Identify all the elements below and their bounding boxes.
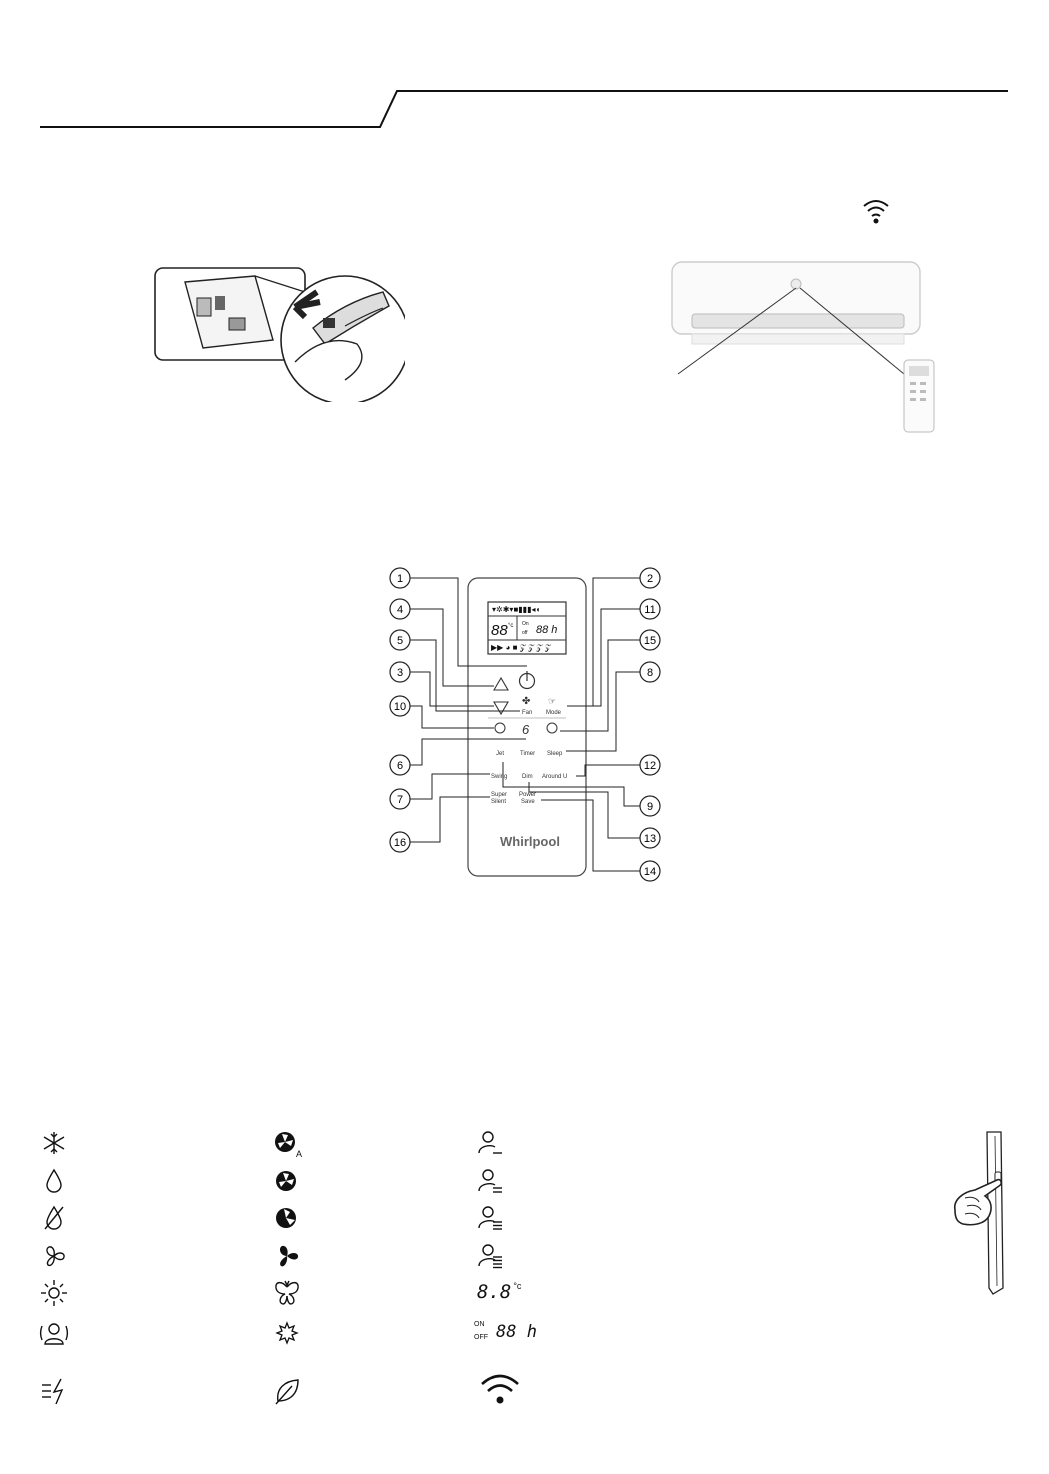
wifi-icon <box>860 196 892 224</box>
sleep-button-label[interactable]: Sleep <box>547 751 563 757</box>
jet-button-label[interactable]: Jet <box>496 751 505 757</box>
lcd-on: On <box>522 621 529 627</box>
callout-2: 2 <box>646 573 654 585</box>
temp-display-unit: °c <box>513 1281 522 1291</box>
timer-off-label: OFF <box>474 1334 488 1341</box>
callouts-left <box>390 568 410 852</box>
temp-display-icon <box>477 1281 537 1307</box>
dim-button-label[interactable]: Dim <box>522 774 533 780</box>
callout-8: 8 <box>646 667 654 679</box>
timer-display-icon <box>474 1320 564 1352</box>
callout-16: 16 <box>393 837 407 849</box>
around-u-button-label[interactable]: Around U <box>542 774 568 780</box>
svg-text:▶▶ ◕ ■ 𝒵 𝒵 𝒵 𝒵: ▶▶ ◕ ■ 𝒵 𝒵 𝒵 𝒵 <box>491 643 551 652</box>
drop-icon <box>37 1164 71 1198</box>
fan-button-label[interactable]: Fan <box>522 710 533 716</box>
person-low-icon <box>474 1126 508 1160</box>
section-header-rule <box>0 0 1049 140</box>
callout-12: 12 <box>643 760 657 772</box>
timer-button-label[interactable]: Timer <box>520 751 536 757</box>
jet-icon <box>37 1374 71 1408</box>
super-silent-label-1[interactable]: Super <box>491 792 508 798</box>
fan-mid-icon <box>270 1201 304 1235</box>
callout-15: 15 <box>643 635 657 647</box>
callout-10: 10 <box>393 701 407 713</box>
sun-icon <box>37 1276 71 1310</box>
butterfly-icon <box>270 1276 304 1310</box>
callout-6: 6 <box>396 760 404 772</box>
callout-13: 13 <box>643 833 657 845</box>
callout-9: 9 <box>646 801 654 813</box>
person-mid-icon <box>474 1164 508 1198</box>
person-high-icon <box>474 1201 508 1235</box>
remote-diagram <box>380 566 670 886</box>
lcd-off: off <box>522 630 528 636</box>
callout-4: 4 <box>396 604 404 616</box>
callout-7: 7 <box>396 794 404 806</box>
snowflake-icon <box>37 1126 71 1160</box>
callouts-right <box>640 568 660 881</box>
power-save-label-2[interactable]: Save <box>521 799 535 805</box>
leaf-icon <box>270 1374 304 1408</box>
mode-button-label[interactable]: Mode <box>546 710 562 716</box>
lcd-unit: °c <box>508 623 514 629</box>
callout-11: 11 <box>644 604 656 616</box>
lcd-temp: 88 <box>491 622 508 639</box>
brand-logo: Whirlpool <box>500 834 560 849</box>
fan-auto-icon <box>270 1126 304 1160</box>
jet-button-icon: 6 <box>522 722 530 737</box>
fan-icon <box>37 1239 71 1273</box>
indoor-unit-illustration <box>670 258 940 438</box>
fan-high-icon <box>270 1239 304 1273</box>
callout-1: 1 <box>396 573 404 585</box>
around-u-icon <box>37 1316 71 1350</box>
svg-text:▾✲✱▾■▮▮▮◂◖: ▾✲✱▾■▮▮▮◂◖ <box>492 605 541 614</box>
no-drop-icon <box>37 1201 71 1235</box>
callout-14: 14 <box>643 866 657 878</box>
side-button-press-illustration <box>945 1128 1015 1300</box>
super-silent-label-2[interactable]: Silent <box>491 799 507 805</box>
swing-button-label[interactable]: Swing <box>491 774 508 780</box>
svg-text:A: A <box>296 1149 303 1159</box>
fan-icon: ✤ <box>522 696 531 707</box>
lcd-display <box>488 602 566 654</box>
person-max-icon <box>474 1239 508 1273</box>
power-save-label-1[interactable]: Power <box>519 792 537 798</box>
battery-cover-illustration <box>145 262 405 402</box>
lcd-timer: 88 h <box>536 624 558 636</box>
wifi-signal-icon <box>478 1370 522 1406</box>
callout-5: 5 <box>396 635 404 647</box>
mode-icon: ☞ <box>548 696 557 706</box>
temp-display-value: 8.8 <box>477 1281 512 1303</box>
callout-3: 3 <box>396 667 404 679</box>
fan-low-icon <box>270 1164 304 1198</box>
timer-on-label: ON <box>474 1321 485 1328</box>
mold-icon <box>270 1316 304 1350</box>
timer-display-value: 88 h <box>496 1322 537 1342</box>
